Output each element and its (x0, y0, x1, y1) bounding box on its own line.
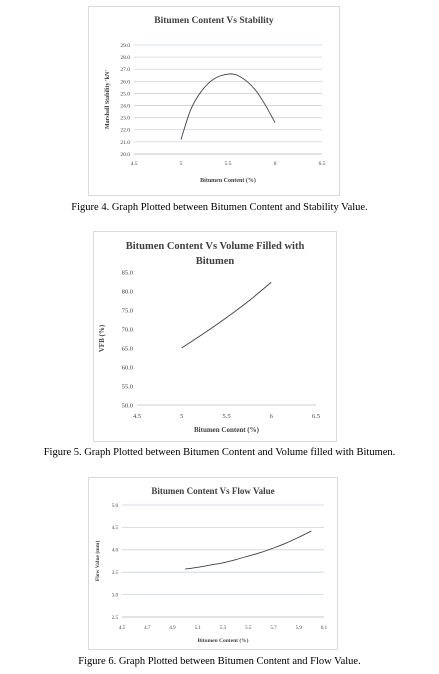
x-tick-label: 5.7 (270, 626, 277, 631)
y-axis-title: Marshall Stability 'kN' (105, 69, 111, 130)
x-tick-label: 5.3 (219, 626, 227, 631)
x-tick-label: 4.9 (169, 626, 176, 631)
figure-6-caption: Figure 6. Graph Plotted between Bitumen Content and Flow Value. (78, 656, 361, 667)
x-tick-label: 6.5 (311, 413, 321, 420)
figure-4-caption: Figure 4. Graph Plotted between Bitumen Content and Stability Value. (71, 202, 368, 213)
chart-vfb-title-line1: Bitumen Content Vs Volume Filled with (125, 241, 305, 252)
y-tick-label: 25.0 (120, 91, 130, 98)
y-tick-label: 75.0 (121, 307, 133, 315)
y-tick-label: 50.0 (121, 402, 133, 410)
y-tick-label: 2.5 (111, 615, 118, 621)
y-tick-label: 4.0 (111, 548, 118, 554)
y-axis-title: VFB (%) (98, 324, 106, 353)
x-tick-label: 5 (179, 161, 183, 167)
y-tick-label: 4.5 (111, 526, 118, 532)
x-tick-label: 6 (273, 161, 277, 167)
y-tick-label: 27.0 (120, 67, 130, 74)
y-tick-label: 28.0 (120, 55, 130, 62)
y-tick-label: 80.0 (121, 288, 133, 296)
x-tick-label: 5.9 (295, 626, 302, 631)
x-tick-label: 5.5 (224, 161, 232, 167)
x-tick-label: 5 (180, 413, 184, 420)
x-tick-label: 4.7 (144, 626, 151, 631)
x-tick-label: 4.5 (130, 161, 138, 167)
x-tick-label: 4.5 (132, 413, 142, 420)
y-tick-label: 22.0 (120, 127, 130, 134)
y-tick-label: 3.5 (111, 570, 118, 576)
chart-flow-title: Bitumen Content Vs Flow Value (151, 486, 275, 496)
x-tick-label: 6 (269, 413, 273, 420)
y-tick-label: 55.0 (121, 383, 133, 391)
y-tick-label: 26.0 (120, 79, 130, 86)
x-axis-title: Bitumen Content (%) (200, 178, 256, 184)
x-axis-title: Bitumen Content (%) (197, 638, 249, 644)
y-tick-label: 65.0 (121, 345, 133, 353)
x-tick-label: 6.5 (318, 161, 326, 167)
y-tick-label: 24.0 (120, 103, 130, 110)
y-axis-title: Flow Value (mm) (95, 540, 101, 582)
y-tick-label: 5.0 (111, 503, 118, 509)
x-tick-label: 5.1 (194, 626, 201, 631)
x-tick-label: 5.5 (222, 413, 231, 420)
x-tick-label: 6.1 (320, 626, 328, 631)
y-tick-label: 29.0 (120, 42, 130, 49)
y-tick-label: 21.0 (120, 139, 130, 146)
y-tick-label: 23.0 (120, 115, 130, 122)
x-axis-title: Bitumen Content (%) (194, 426, 259, 434)
y-tick-label: 3.0 (111, 593, 118, 599)
chart-stability-title: Bitumen Content Vs Stability (154, 16, 274, 26)
x-tick-label: 4.5 (118, 626, 126, 631)
x-tick-label: 5.5 (245, 626, 252, 631)
chart-vfb-title-line2: Bitumen (195, 256, 235, 267)
y-tick-label: 85.0 (121, 269, 133, 277)
y-tick-label: 70.0 (121, 326, 133, 334)
y-tick-label: 60.0 (121, 364, 133, 372)
y-tick-label: 20.0 (120, 151, 130, 158)
figure-5-caption: Figure 5. Graph Plotted between Bitumen Content and Volume filled with Bitumen. (43, 447, 396, 458)
